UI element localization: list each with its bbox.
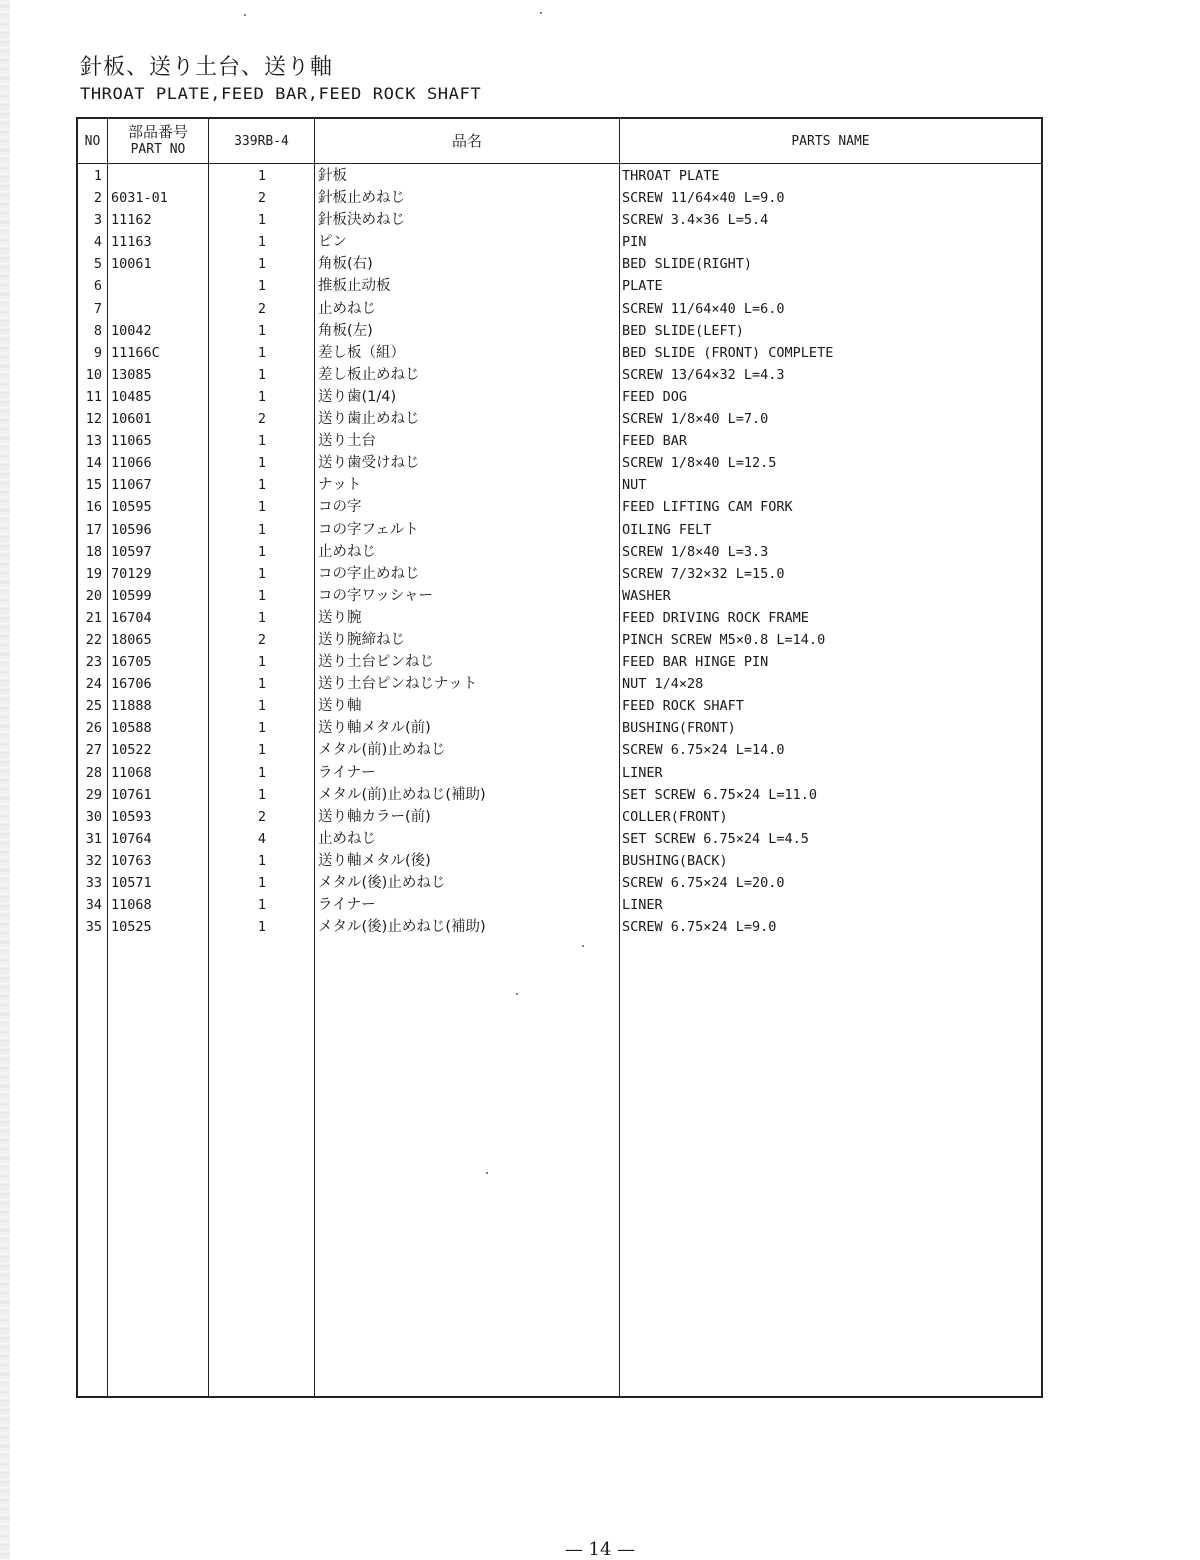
table-row (78, 342, 1041, 364)
row-name-jp: メタル(後)止めねじ (318, 875, 446, 891)
row-name-en: COLLER(FRONT) (622, 808, 728, 825)
row-name-jp: 送り軸メタル(前) (318, 720, 431, 737)
row-part-no (111, 298, 209, 320)
row-name-en: SCREW 1/8×40 L=7.0 (622, 411, 769, 428)
row-name-en: THROAT PLATE (622, 168, 720, 184)
table-row (78, 607, 1041, 629)
row-number: 10 (85, 366, 102, 383)
row-name-jp: 送り土台ピンねじナット (318, 676, 478, 693)
table-row (78, 496, 1041, 518)
row-name-jp: ライナー (318, 764, 376, 781)
page-title-en: THROAT PLATE,FEED BAR,FEED ROCK SHAFT (80, 84, 482, 103)
row-quantity: 1 (257, 499, 267, 516)
row-quantity: 1 (257, 852, 267, 869)
row-part-no: 11067 (111, 477, 152, 494)
row-quantity: 1 (257, 720, 267, 737)
table-row (78, 408, 1041, 430)
row-quantity: 1 (257, 433, 267, 450)
row-part-no: 11888 (111, 698, 152, 715)
row-part-no: 18065 (111, 631, 152, 648)
row-name-en: FEED LIFTING CAM FORK (622, 499, 793, 516)
row-number: 28 (85, 764, 102, 781)
row-part-no: 16706 (111, 676, 152, 693)
table-row (78, 872, 1041, 894)
table-row (78, 739, 1041, 761)
row-quantity: 1 (257, 919, 267, 936)
table-row (78, 275, 1041, 297)
row-quantity: 2 (257, 808, 267, 825)
table-row (78, 430, 1041, 452)
row-quantity: 1 (257, 676, 267, 693)
page-title-jp: 針板、送り土台、送り軸 (80, 55, 334, 80)
row-name-en: BED SLIDE(LEFT) (622, 322, 744, 339)
row-name-jp: 止めねじ (318, 830, 376, 847)
row-name-en: BED SLIDE(RIGHT) (622, 256, 753, 273)
header-name-en-label: PARTS NAME (791, 133, 870, 149)
table-row (78, 298, 1041, 320)
row-quantity: 1 (257, 366, 267, 383)
row-part-no: 10595 (111, 499, 152, 516)
row-name-en: FEED BAR HINGE PIN (622, 654, 769, 671)
row-quantity: 1 (257, 897, 267, 914)
table-row (78, 452, 1041, 474)
table-row (78, 651, 1041, 673)
table-row (78, 519, 1041, 541)
row-quantity: 1 (257, 764, 267, 781)
row-part-no: 10522 (111, 742, 152, 759)
row-name-jp: コの字フェルト (318, 521, 419, 538)
row-name-jp: 推板止动板 (318, 278, 391, 295)
table-row (78, 828, 1041, 850)
row-number: 2 (93, 190, 102, 207)
row-name-jp: コの字 (318, 499, 362, 516)
header-name-jp (315, 119, 619, 163)
row-part-no: 10042 (111, 322, 152, 339)
row-part-no (111, 275, 209, 297)
row-quantity: 1 (257, 455, 267, 472)
table-row (78, 187, 1041, 209)
table-row (78, 585, 1041, 607)
row-quantity: 2 (257, 411, 267, 428)
row-number: 13 (85, 433, 102, 450)
row-number: 30 (85, 808, 102, 825)
row-quantity: 1 (257, 698, 267, 715)
row-quantity: 1 (257, 212, 267, 229)
table-row (78, 320, 1041, 342)
row-part-no: 10596 (111, 521, 152, 538)
table-row (78, 165, 1041, 187)
row-number: 7 (93, 300, 102, 317)
row-name-en: WASHER (622, 587, 671, 604)
row-name-en: SCREW 7/32×32 L=15.0 (622, 565, 785, 582)
row-quantity: 1 (257, 521, 267, 538)
row-quantity: 1 (257, 543, 267, 560)
header-name-jp-label: 品名 (451, 131, 482, 150)
row-number: 34 (85, 897, 102, 914)
table-row (78, 717, 1041, 739)
row-quantity: 1 (257, 388, 267, 405)
table-row (78, 850, 1041, 872)
row-part-no: 10597 (111, 543, 152, 560)
header-part-no (108, 119, 208, 163)
header-no-label: NO (84, 133, 101, 149)
row-name-en: SET SCREW 6.75×24 L=4.5 (622, 830, 809, 847)
row-number: 6 (93, 278, 102, 295)
row-number: 21 (85, 609, 102, 626)
scan-speck (516, 993, 518, 995)
row-name-en: SCREW 6.75×24 L=14.0 (622, 742, 785, 759)
row-quantity: 1 (257, 786, 267, 803)
row-name-en: OILING FELT (622, 521, 712, 538)
row-name-en: SCREW 11/64×40 L=6.0 (622, 300, 785, 317)
row-name-en: FEED DOG (622, 388, 688, 405)
row-part-no: 6031-01 (111, 190, 168, 207)
table-row (78, 806, 1041, 828)
row-name-en: LINER (622, 764, 663, 781)
header-part-no-en: PART NO (130, 142, 186, 157)
scan-edge (0, 0, 10, 1560)
row-name-en: SCREW 1/8×40 L=3.3 (622, 543, 769, 560)
row-part-no: 11068 (111, 764, 152, 781)
row-number: 33 (85, 875, 102, 891)
row-number: 22 (85, 631, 102, 648)
scan-speck (582, 945, 584, 947)
row-name-jp: 止めねじ (318, 543, 376, 560)
row-quantity: 1 (257, 565, 267, 582)
scan-speck (244, 14, 246, 16)
row-name-jp: 送り歯(1/4) (318, 388, 397, 405)
row-name-jp: 送り軸 (318, 698, 362, 715)
row-quantity: 1 (257, 654, 267, 671)
row-name-en: NUT 1/4×28 (622, 676, 704, 693)
row-name-jp: 差し板止めねじ (318, 366, 420, 383)
table-row (78, 762, 1041, 784)
row-part-no: 16705 (111, 654, 152, 671)
row-name-jp: ナット (318, 477, 362, 494)
row-name-jp: 針板止めねじ (318, 190, 405, 207)
table-row (78, 364, 1041, 386)
row-name-jp: メタル(前)止めねじ (318, 742, 446, 759)
row-part-no: 11163 (111, 234, 152, 251)
row-name-jp: 角板(左) (318, 322, 373, 339)
row-part-no: 11066 (111, 455, 152, 472)
row-part-no: 10599 (111, 587, 152, 604)
row-name-en: SCREW 6.75×24 L=20.0 (622, 875, 785, 891)
row-part-no: 10764 (111, 830, 152, 847)
row-name-en: NUT (622, 477, 647, 494)
row-quantity: 1 (257, 322, 267, 339)
row-number: 24 (85, 676, 102, 693)
row-number: 25 (85, 698, 102, 715)
table-row (78, 673, 1041, 695)
row-name-en: FEED DRIVING ROCK FRAME (622, 609, 809, 626)
row-quantity: 1 (257, 742, 267, 759)
row-number: 14 (85, 455, 102, 472)
row-name-jp: コの字ワッシャー (318, 587, 433, 604)
row-part-no: 10601 (111, 411, 152, 428)
row-name-jp: 送り土台 (318, 433, 376, 450)
row-part-no: 10525 (111, 919, 152, 936)
row-number: 29 (85, 786, 102, 803)
row-name-jp: 送り歯受けねじ (318, 455, 420, 472)
row-name-jp: 送り歯止めねじ (318, 411, 420, 428)
row-number: 9 (93, 344, 102, 361)
row-name-jp: メタル(後)止めねじ(補助) (318, 919, 486, 936)
row-name-en: BUSHING(BACK) (622, 852, 728, 869)
row-number: 12 (85, 411, 102, 428)
row-quantity: 1 (257, 234, 267, 251)
row-quantity: 1 (257, 278, 267, 295)
row-quantity: 2 (257, 190, 267, 207)
row-part-no: 10061 (111, 256, 152, 273)
row-number: 1 (93, 168, 102, 184)
row-number: 16 (85, 499, 102, 516)
row-number: 23 (85, 654, 102, 671)
row-number: 35 (85, 919, 102, 936)
row-number: 32 (85, 852, 102, 869)
row-name-jp: 送り軸カラー(前) (318, 808, 431, 825)
header-part-no-jp: 部品番号 (127, 123, 188, 141)
row-name-jp: 角板(右) (318, 256, 373, 273)
row-name-en: PIN (622, 234, 647, 251)
row-name-jp: ピン (318, 234, 347, 251)
row-quantity: 1 (257, 344, 267, 361)
table-row (78, 784, 1041, 806)
row-name-jp: 針板 (318, 168, 347, 184)
header-name-en (620, 119, 1041, 163)
row-name-jp: 差し板（組） (318, 344, 405, 361)
row-quantity: 1 (257, 609, 267, 626)
row-name-jp: メタル(前)止めねじ(補助) (318, 786, 486, 803)
row-part-no: 16704 (111, 609, 152, 626)
row-number: 20 (85, 587, 102, 604)
table-row (78, 916, 1041, 938)
row-name-jp: コの字止めねじ (318, 565, 420, 582)
row-name-en: SCREW 11/64×40 L=9.0 (622, 190, 785, 207)
row-quantity: 1 (257, 168, 267, 184)
row-name-en: BUSHING(FRONT) (622, 720, 736, 737)
row-quantity: 1 (257, 875, 267, 891)
row-number: 5 (93, 256, 102, 273)
scan-speck (486, 1172, 488, 1174)
row-number: 11 (85, 388, 102, 405)
row-part-no (111, 165, 209, 187)
row-part-no: 70129 (111, 565, 152, 582)
row-number: 31 (85, 830, 102, 847)
table-row (78, 253, 1041, 275)
row-number: 17 (85, 521, 102, 538)
row-name-jp: 止めねじ (318, 300, 376, 317)
row-number: 4 (93, 234, 102, 251)
table-row (78, 629, 1041, 651)
row-quantity: 4 (257, 830, 267, 847)
row-number: 8 (93, 322, 102, 339)
row-name-en: FEED BAR (622, 433, 688, 450)
row-name-en: SET SCREW 6.75×24 L=11.0 (622, 786, 818, 803)
header-model (209, 119, 314, 163)
page-number: — 14 — (564, 1539, 636, 1560)
row-part-no: 11065 (111, 433, 152, 450)
row-name-jp: 送り腕締ねじ (318, 631, 405, 648)
table-row (78, 894, 1041, 916)
row-number: 15 (85, 477, 102, 494)
row-part-no: 10485 (111, 388, 152, 405)
header-divider (78, 163, 1041, 164)
row-name-jp: ライナー (318, 897, 376, 914)
table-row (78, 695, 1041, 717)
parts-table (76, 117, 1043, 1398)
scan-speck (540, 12, 542, 14)
row-quantity: 2 (257, 300, 267, 317)
row-quantity: 1 (257, 587, 267, 604)
row-quantity: 1 (257, 256, 267, 273)
row-name-en: LINER (622, 897, 663, 914)
row-name-jp: 送り軸メタル(後) (318, 852, 431, 869)
table-row (78, 563, 1041, 585)
row-number: 27 (85, 742, 102, 759)
row-name-jp: 針板決めねじ (318, 212, 405, 229)
row-part-no: 11068 (111, 897, 152, 914)
row-name-en: SCREW 13/64×32 L=4.3 (622, 366, 785, 383)
row-name-en: PINCH SCREW M5×0.8 L=14.0 (622, 631, 826, 648)
row-number: 19 (85, 565, 102, 582)
row-part-no: 10571 (111, 875, 152, 891)
table-row (78, 474, 1041, 496)
row-name-jp: 送り土台ピンねじ (318, 654, 434, 671)
row-part-no: 13085 (111, 366, 152, 383)
row-name-jp: 送り腕 (318, 609, 362, 626)
table-body (78, 165, 1041, 938)
row-name-en: SCREW 3.4×36 L=5.4 (622, 212, 769, 229)
row-part-no: 10763 (111, 852, 152, 869)
row-name-en: PLATE (622, 278, 663, 295)
table-row (78, 386, 1041, 408)
table-row (78, 231, 1041, 253)
row-part-no: 11162 (111, 212, 152, 229)
table-row (78, 209, 1041, 231)
row-name-en: SCREW 6.75×24 L=9.0 (622, 919, 777, 936)
row-part-no: 10588 (111, 720, 152, 737)
row-number: 26 (85, 720, 102, 737)
row-part-no: 10593 (111, 808, 152, 825)
row-quantity: 1 (257, 477, 267, 494)
row-name-en: FEED ROCK SHAFT (622, 698, 744, 715)
header-model-label: 339RB-4 (234, 133, 289, 149)
row-quantity: 2 (257, 631, 267, 648)
row-part-no: 10761 (111, 786, 152, 803)
header-no (78, 119, 107, 163)
row-name-en: SCREW 1/8×40 L=12.5 (622, 455, 777, 472)
row-number: 3 (93, 212, 102, 229)
table-row (78, 541, 1041, 563)
row-part-no: 11166C (111, 344, 160, 361)
row-name-en: BED SLIDE (FRONT) COMPLETE (622, 344, 834, 361)
row-number: 18 (85, 543, 102, 560)
